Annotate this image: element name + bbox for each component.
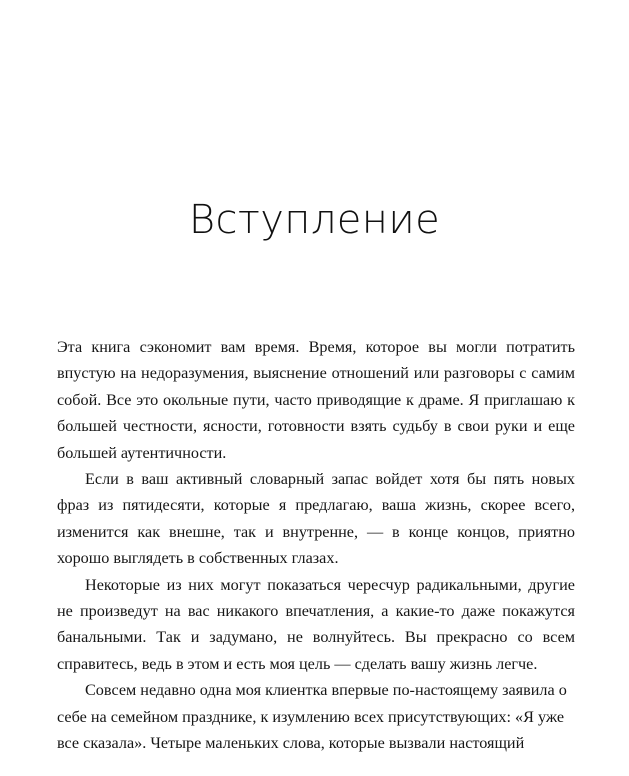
body-text	[57, 334, 575, 757]
paragraph: Если в ваш активный словарный запас войдет хотя бы пять новых фраз из пятидесяти, которые я предлагаю, ваша жизнь, скорее всего, изменится как внешне, так и внутренне, — в конце концов, приятно хорошо выглядеть в собственных глазах.	[57, 470, 575, 568]
page-title: Вступление	[188, 196, 441, 243]
paragraph: Совсем недавно одна моя клиентка впервые по-настоящему заявила о себе на семейном празднике, к изумлению всех присутствующих: «Я уже все сказала». Четыре маленьких слова, которые вызвали настоящий	[57, 681, 567, 753]
paragraph: Некоторые из них могут показаться чересчур радикальными, другие не произведут на вас никакого впечатления, а какие-то даже покажутся банальными. Так и задумано, не волнуйтесь. Вы прекрасно со всем справитесь, ведь в этом и есть моя цель — сделать вашу жизнь легче.	[57, 575, 575, 673]
paragraph: Эта книга сэкономит вам время. Время, которое вы могли потратить впустую на недоразумения, выяснение отношений или разговоры с самим собой. Все это окольные пути, часто приводящие к драме. Я приглашаю к большей честности, ясности, готовности взять судьбу в свои руки и еще большей аутентичности.	[57, 338, 575, 462]
